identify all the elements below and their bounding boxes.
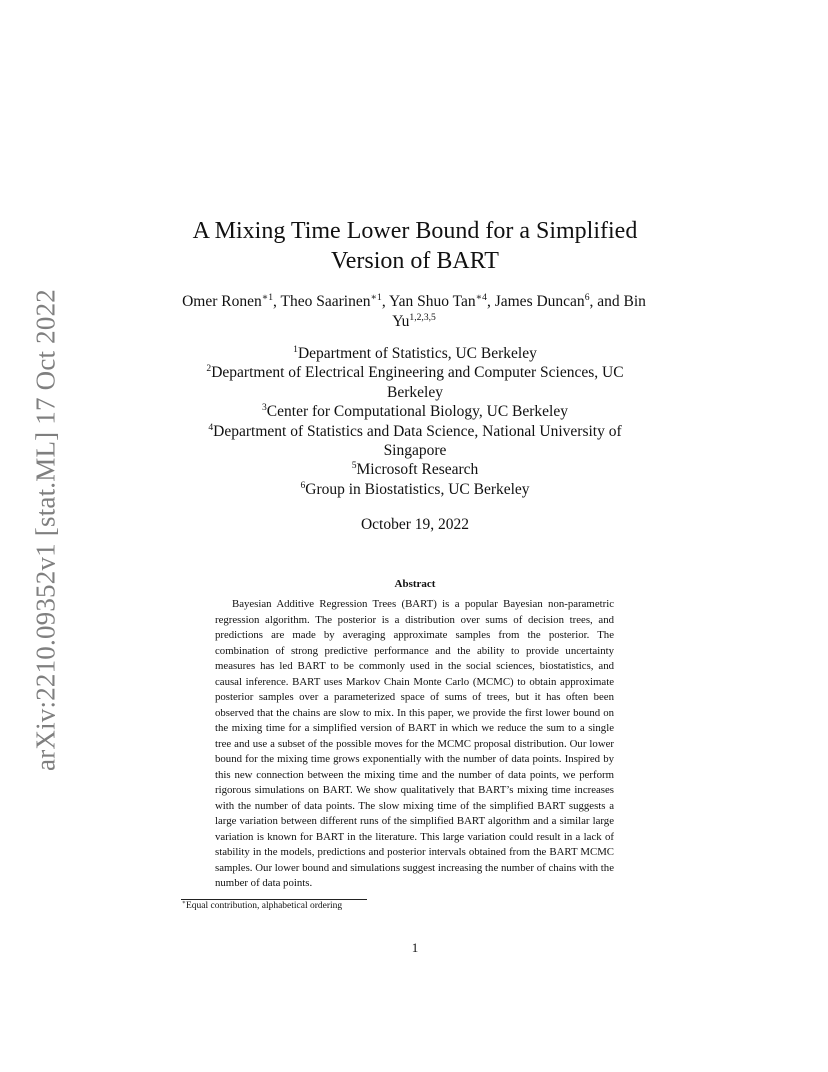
affiliation: $^1$Department of Statistics, UC Berkeley	[293, 343, 537, 362]
affiliation: $^2$Department of Electrical Engineering and Computer Sciences, UC Berkeley	[206, 363, 624, 401]
author-list	[170, 292, 658, 332]
author: Yan Shuo Tan$^{∗4}$,	[389, 291, 495, 310]
abstract-body: Bayesian Additive Regression Trees (BART) is a popular Bayesian non-parametric regression algorithm. The posterior is a distribution over sums of decision trees, and predictions are made by averaging approximate samples from the posterior. The combination of strong predictive performance and the ability to provide uncertainty measures has led BART to be commonly used in the social sciences, biostatistics, and causal inference. BART uses Markov Chain Monte Carlo (MCMC) to obtain approximate posterior samples over a parameterized space of sums of trees, but it has often been observed that the chains are slow to mix. In this paper, we provide the first lower bound on the mixing time for a simplified version of BART in which we reduce the sum to a single tree and use a subset of the possible moves for the MCMC proposal distribution. Our lower bound for the mixing time grows exponentially with the number of data points. Inspired by this new connection between the mixing time and the number of data points, we perform rigorous simulations on BART. We show qualitatively that BART’s mixing time increases with the number of data points. The slow mixing time of the simplified BART suggests a large variation between different runs of the simplified BART algorithm and a similar large variation is known for BART in the literature. This large variation could result in a lack of stability in the models, predictions and posterior intervals obtained from the BART MCMC samples. Our lower bound and simulations suggest increasing the number of chains with the number of data points.	[215, 598, 614, 889]
affiliation: $^4$Department of Statistics and Data Science, National University of Singapore	[208, 421, 622, 460]
author: Bin Yu$^{1,2,3,5}$	[392, 293, 646, 330]
affiliation: $^6$Group in Biostatistics, UC Berkeley	[300, 479, 530, 498]
footnote-divider	[181, 899, 367, 900]
arxiv-identifier-stamp: arXiv:2210.09352v1 [stat.ML] 17 Oct 2022	[30, 289, 61, 771]
author: Theo Saarinen$^{∗1}$,	[280, 291, 389, 310]
publication-date: October 19, 2022	[360, 516, 470, 533]
abstract-heading: Abstract	[394, 578, 436, 590]
paper-title: A Mixing Time Lower Bound for a Simplified Version of BART	[192, 218, 638, 274]
affiliation: $^3$Center for Computational Biology, UC Berkeley	[262, 402, 568, 421]
author: James Duncan$^6$, and	[494, 291, 624, 310]
author: Omer Ronen$^{∗1}$,	[182, 291, 281, 310]
affiliation: $^5$Microsoft Research	[351, 460, 479, 479]
page-number: 1	[411, 940, 419, 955]
affiliation-list	[190, 344, 640, 499]
footnote: ∗Equal contribution, alphabetical ordering	[182, 899, 343, 911]
